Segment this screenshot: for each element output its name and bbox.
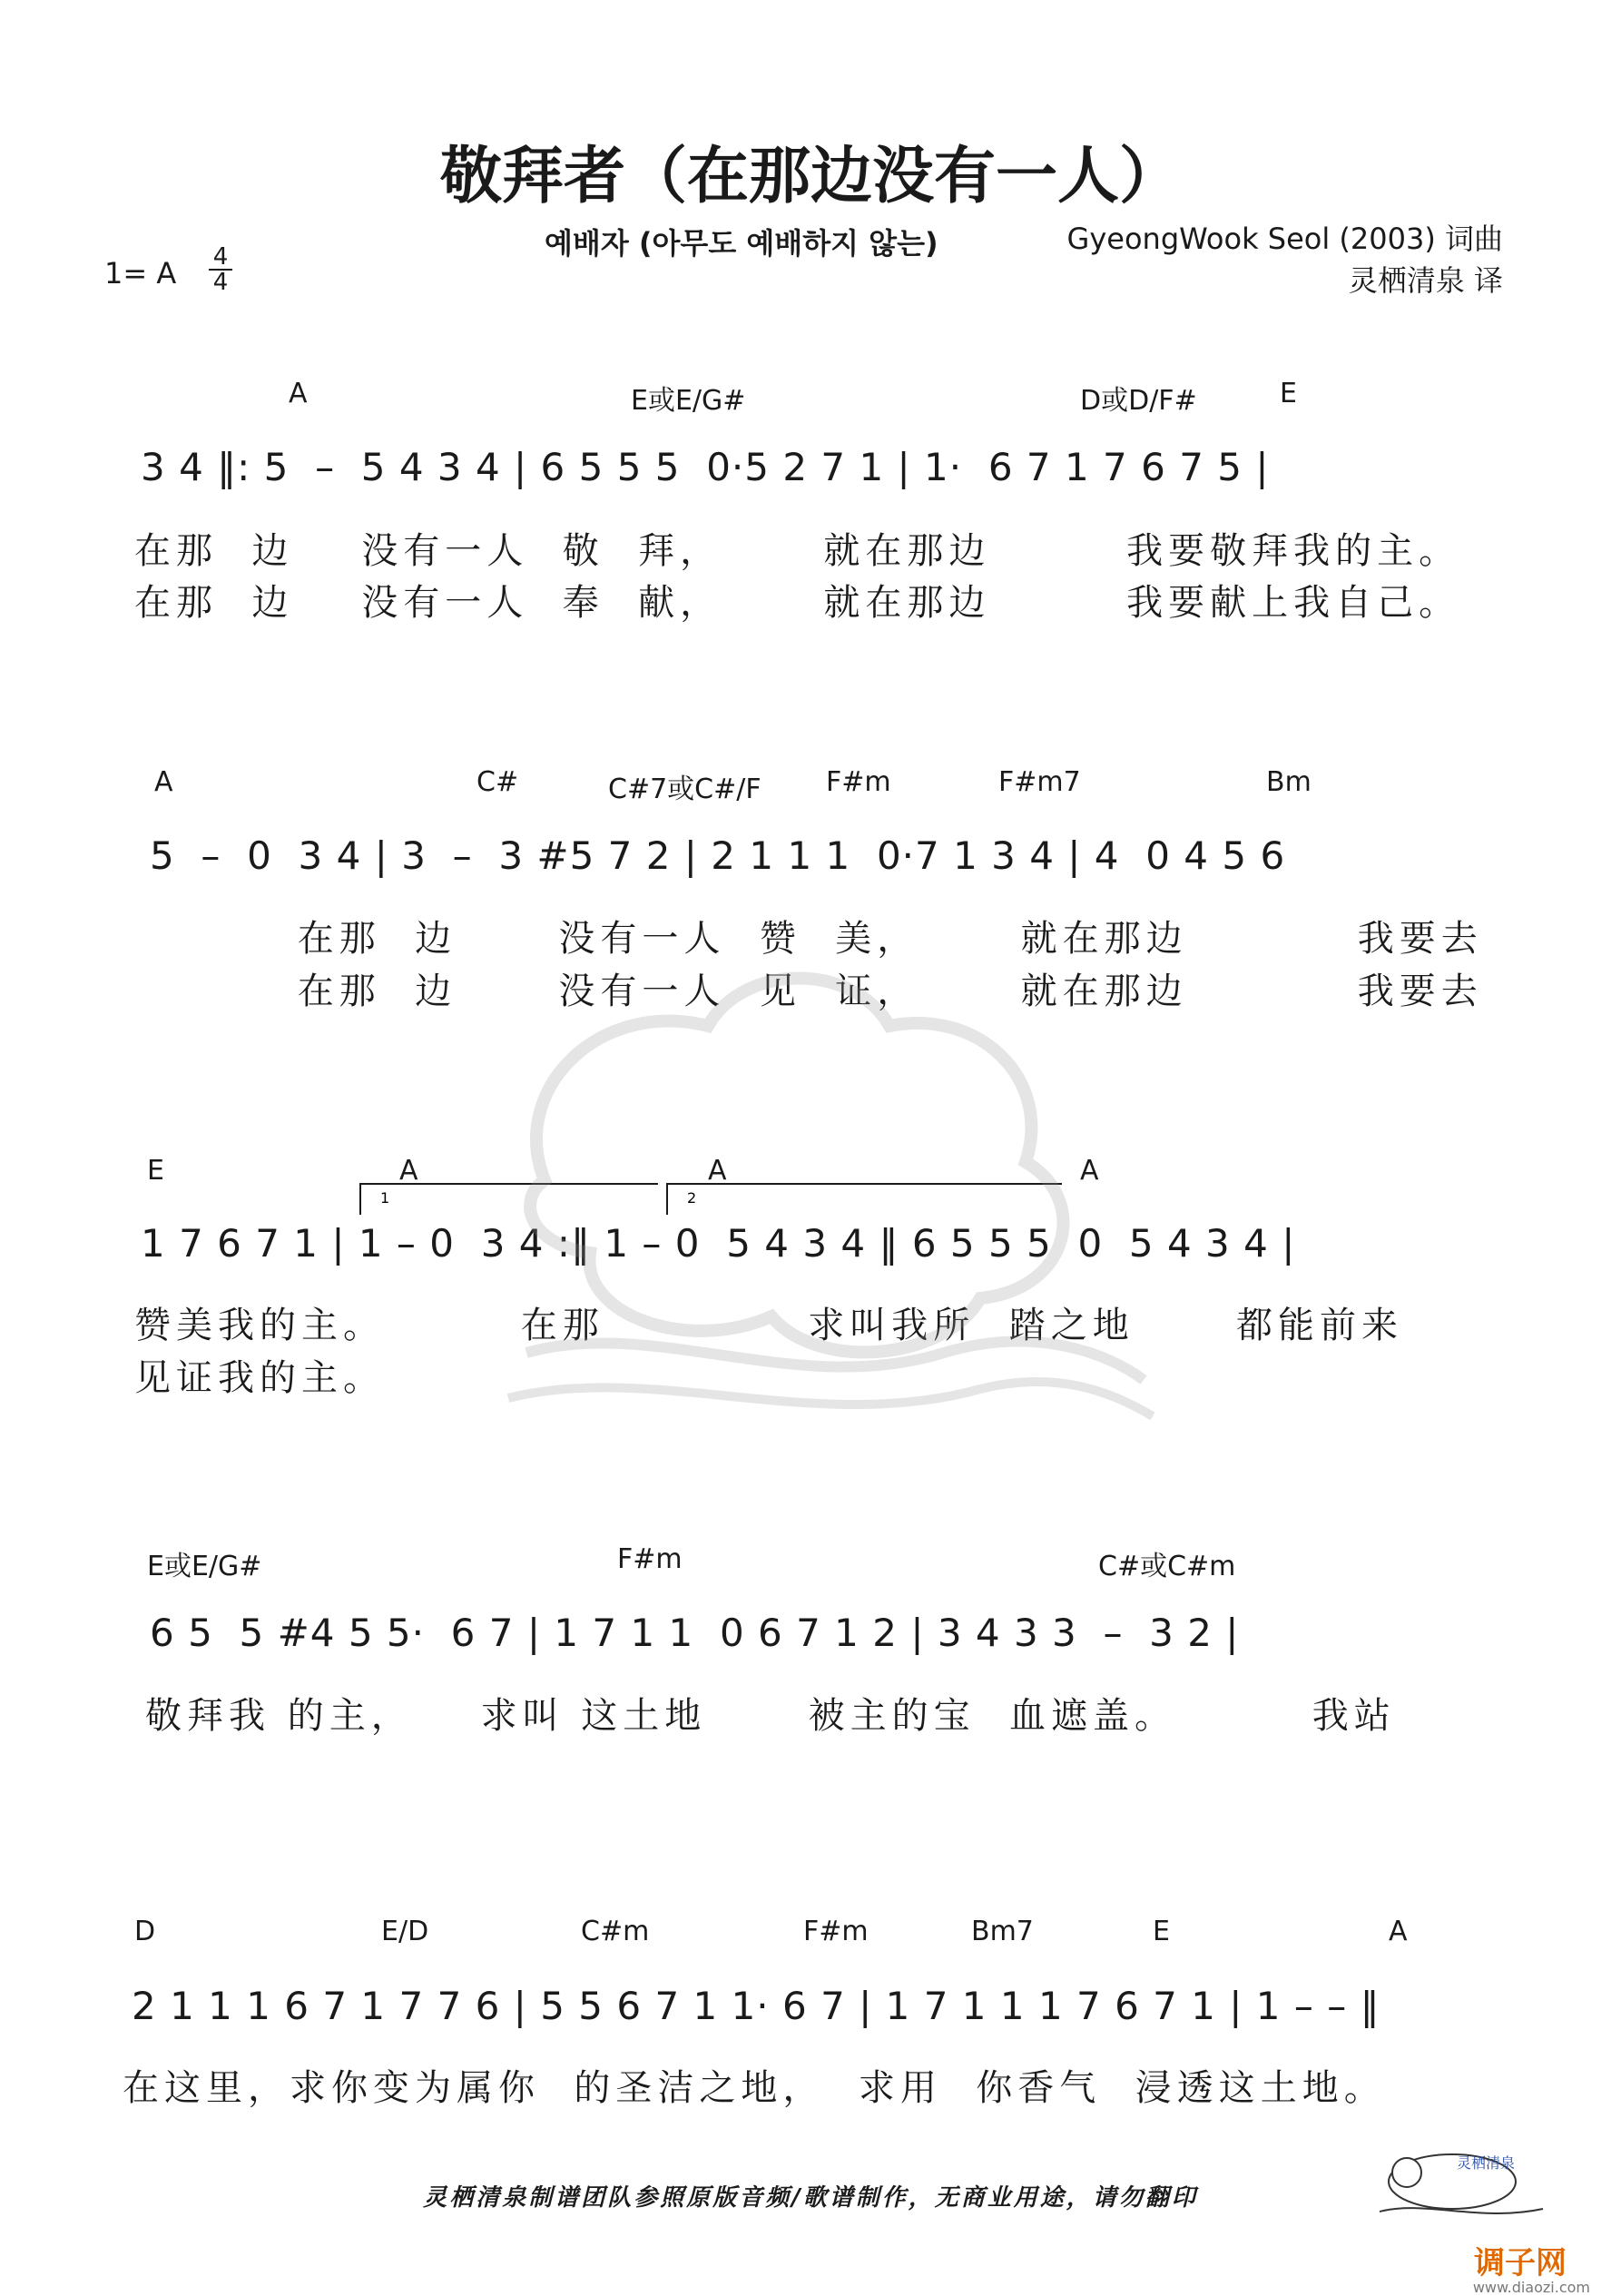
chord: F#m — [826, 766, 891, 798]
chord: E或E/G# — [147, 1551, 262, 1582]
chord: C#m — [581, 1916, 650, 1947]
lyric-verse-2: 见证我的主。 — [134, 1357, 385, 1399]
logo-text: 灵栖清泉 — [1457, 2154, 1516, 2172]
chord: E — [147, 1155, 164, 1187]
notation-line: 1 7 6 7 1 | 1 – 0 3 4 :‖ 1 – 0 5 4 3 4 ‖ 6 5 5 5 0 5 4 3 4 | — [141, 1221, 1296, 1266]
chord: A — [708, 1155, 727, 1187]
chord: E — [1153, 1916, 1170, 1947]
chord: F#m7 — [998, 766, 1081, 798]
chord: A — [289, 378, 308, 409]
sheep-logo-icon — [1370, 2123, 1552, 2222]
credits — [1067, 218, 1503, 301]
site-watermark: 调子网 — [1474, 2245, 1567, 2281]
song-title: 敬拜者（在那边没有一人） — [439, 141, 1181, 212]
lyric-verse-2: 在那 边 没有一人 奉 献， 就在那边 我要献上我自己。 — [134, 582, 1461, 624]
footer-notice: 灵栖清泉制谱团队参照原版音频/歌谱制作，无商业用途，请勿翻印 — [423, 2184, 1198, 2212]
lyric-verse-1: 敬拜我 的主， 求叫 这土地 被主的宝 血遮盖。 我站 — [145, 1695, 1396, 1737]
lyric-verse-1: 在那 边 没有一人 赞 美， 就在那边 我要去 — [162, 918, 1483, 960]
volta-1-label: 1 — [380, 1189, 390, 1207]
time-bottom: 4 — [209, 269, 232, 294]
notation-line: 6 5 5 #4 5 5· 6 7 | 1 7 1 1 0 6 7 1 2 | 3 4 3 3 – 3 2 | — [150, 1611, 1240, 1655]
lyric-verse-1: 赞美我的主。 在那 求叫我所 踏之地 都能前来 — [134, 1305, 1404, 1346]
chord: Bm — [1266, 766, 1312, 798]
chord: A — [1389, 1916, 1408, 1947]
lyric-verse-2: 在那 边 没有一人 见 证， 就在那边 我要去 — [162, 971, 1483, 1012]
korean-subtitle: 예배자 (아무도 예배하지 않는) — [545, 226, 938, 261]
lyric-verse-1: 在那 边 没有一人 敬 拜， 就在那边 我要敬拜我的主。 — [134, 530, 1461, 572]
chord: A — [1080, 1155, 1099, 1187]
chord: E/D — [381, 1916, 429, 1947]
chord: E或E/G# — [631, 385, 746, 417]
notation-line: 2 1 1 1 6 7 1 7 7 6 | 5 5 6 7 1 1· 6 7 | 1 7 1 1 1 7 6 7 1 | 1 – – ‖ — [132, 1984, 1380, 2028]
site-url: www.diaozi.com — [1472, 2279, 1590, 2296]
translator-credit: 灵栖清泉 译 — [1348, 263, 1503, 298]
chord: D或D/F# — [1080, 385, 1197, 417]
chord: C# — [476, 766, 519, 798]
chord: A — [399, 1155, 418, 1187]
chord: F#m — [617, 1543, 683, 1575]
chord: C#7或C#/F — [608, 774, 761, 805]
notation-line: 5 – 0 3 4 | 3 – 3 #5 7 2 | 2 1 1 1 0·7 1 3 4 | 4 0 4 5 6 — [150, 833, 1286, 878]
composer-credit: GyeongWook Seol (2003) 词曲 — [1066, 222, 1503, 256]
chord: C#或C#m — [1098, 1551, 1236, 1582]
chord: E — [1280, 378, 1297, 409]
chord: D — [134, 1916, 156, 1947]
chord: Bm7 — [971, 1916, 1034, 1947]
lyric-verse-1: 在这里，求你变为属你 的圣洁之地， 求用 你香气 浸透这土地。 — [123, 2067, 1386, 2109]
key-signature: 1= A — [104, 256, 177, 291]
chord: A — [154, 766, 173, 798]
time-signature — [209, 245, 232, 294]
sheep-watermark-icon — [472, 926, 1162, 1434]
time-top: 4 — [212, 243, 229, 271]
notation-line: 3 4 ‖: 5 – 5 4 3 4 | 6 5 5 5 0·5 2 7 1 | 1· 6 7 1 7 6 7 5 | — [141, 445, 1270, 489]
chord: F#m — [803, 1916, 869, 1947]
volta-2-label: 2 — [687, 1189, 697, 1207]
